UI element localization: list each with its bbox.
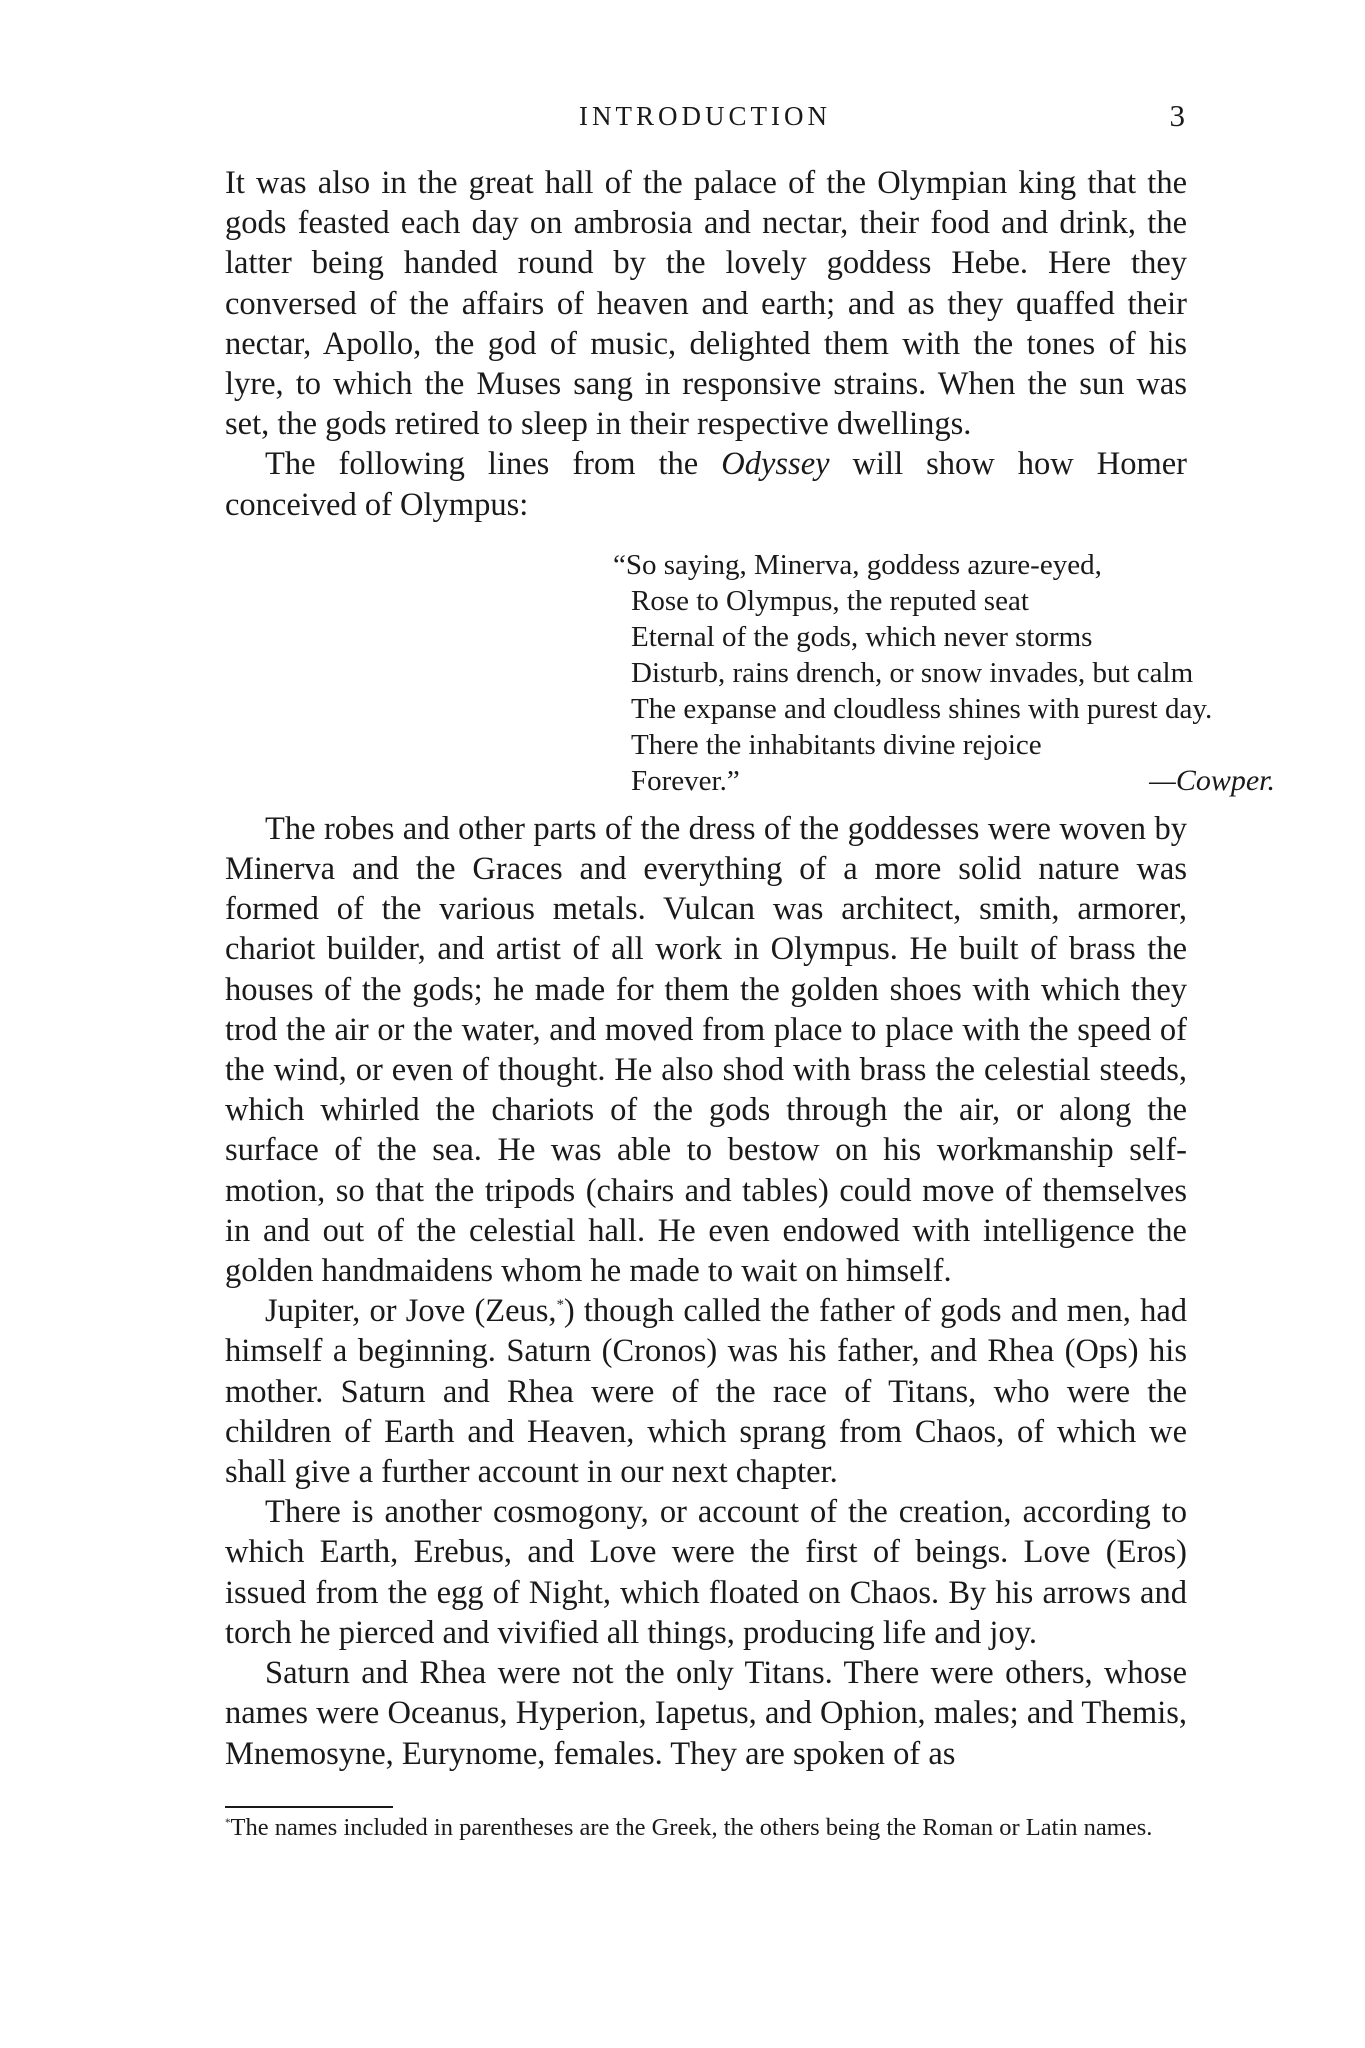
paragraph-2-after: will show how Homer conceived of Olympus: <box>225 446 1187 523</box>
verse-last-line <box>613 763 1275 799</box>
body-text <box>225 163 1275 1774</box>
verse-line-5: The expanse and cloudless shines with purest day. <box>631 692 1213 725</box>
footnote-reference: * <box>556 1297 564 1314</box>
page-number: 3 <box>1169 98 1185 133</box>
paragraph-3: The robes and other parts of the dress of the goddesses were woven by Minerva and the Graces and everything of a more solid nature was formed of the various metals. Vulcan was architect, smith, armorer, chariot builder, and artist of all work in Olympus. He built of brass the houses of the gods; he made for them the golden shoes with which they trod the air or the water, and moved from place to place with the speed of the wind, or even of thought. He also shod with brass the celestial steeds, which whirled the chariots of the gods through the air, or along the surface of the sea. He was able to bestow on his workmanship self-motion, so that the tripods (chairs and tables) could move of themselves in and out of the celestial hall. He even endowed with intelligence the golden handmaidens whom he made to wait on himself. <box>225 810 1187 1290</box>
running-head: INTRODUCTION <box>579 101 831 131</box>
page-header <box>225 96 1185 136</box>
verse-line-2: Rose to Olympus, the reputed seat <box>631 584 1029 617</box>
verse-line-3: Eternal of the gods, which never storms <box>631 620 1093 653</box>
footnote-marker: * <box>225 1816 231 1829</box>
verse-line-1: “So saying, Minerva, goddess azure-eyed, <box>613 548 1102 581</box>
paragraph-5: There is another cosmogony, or account of the creation, according to which Earth, Erebus, and Love were the first of beings. Love (Eros) issued from the egg of Night, which floated on Chaos. By his arrows and torch he pierced and vivified all things, producing life and joy. <box>225 1494 1187 1651</box>
paragraph-4 <box>225 1291 1187 1492</box>
paragraph-2 <box>225 444 1187 524</box>
verse-line-7: Forever.” <box>631 764 740 797</box>
footnote-divider <box>225 1806 393 1808</box>
verse-attribution: —Cowper. <box>1149 763 1275 797</box>
footnote <box>225 1812 1187 1843</box>
paragraph-1: It was also in the great hall of the palace of the Olympian king that the gods feasted each day on ambrosia and nectar, their food and drink, the latter being handed round by the lovely goddess Hebe. Here they conversed of the affairs of heaven and earth; and as they quaffed their nectar, Apollo, the god of music, delighted them with the tones of his lyre, to which the Muses sang in responsive strains. When the sun was set, the gods retired to sleep in their respective dwellings. <box>225 165 1187 443</box>
verse-quotation <box>613 547 1275 799</box>
paragraph-6: Saturn and Rhea were not the only Titans. There were others, whose names were Oceanus, Hyperion, Iapetus, and Ophion, males; and Themis, Mnemosyne, Eurynome, females. They are spoken of as <box>225 1655 1187 1772</box>
verse-line-4: Disturb, rains drench, or snow invades, but calm <box>631 656 1194 689</box>
paragraph-4-after: ) though called the father of gods and men, had himself a beginning. Saturn (Cronos) was his father, and Rhea (Ops) his mother. Saturn and Rhea were of the race of Titans, who were the children of Earth and Heaven, which sprang from Chaos, of which we shall give a further account in our next chapter. <box>225 1293 1187 1491</box>
paragraph-2-before: The following lines from the <box>265 446 722 483</box>
verse-line-6: There the inhabitants divine rejoice <box>631 728 1042 761</box>
paragraph-4-before: Jupiter, or Jove (Zeus, <box>265 1293 557 1330</box>
odyssey-title: Odyssey <box>721 446 830 483</box>
footnote-text: The names included in parentheses are the Greek, the others being the Roman or Latin names. <box>230 1814 1153 1841</box>
